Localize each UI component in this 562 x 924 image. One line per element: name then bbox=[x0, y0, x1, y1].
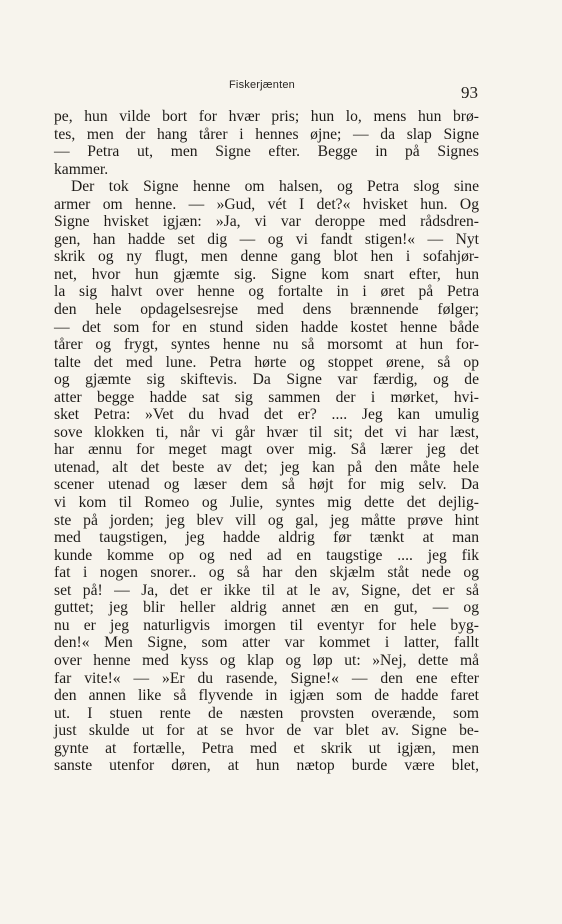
text-line: armer om henne. — »Gud, vét I det?« hvisket hun. Og bbox=[54, 195, 479, 213]
text-line: tes, men der hang tårer i hennes øjne; — da slap Signe bbox=[54, 125, 479, 143]
text-line: over henne med kyss og klap og løp ut: »Nej, dette må bbox=[54, 651, 479, 669]
text-line: den annen like så flyvende in igjæn som de hadde faret bbox=[54, 687, 479, 705]
text-line: net, hvor hun gjæmte sig. Signe kom snart efter, hun bbox=[54, 265, 479, 283]
text-line: pe, hun vilde bort for hvær pris; hun lo, mens hun brø- bbox=[54, 108, 479, 125]
text-line: Der tok Signe henne om halsen, og Petra slog sine bbox=[71, 178, 479, 196]
text-line: sanste utenfor døren, at hun nætop burde være blet, bbox=[54, 757, 479, 775]
text-line: Signe hvisket igjæn: »Ja, vi var deroppe med rådsdren- bbox=[54, 213, 479, 231]
text-line: talte det med lune. Petra hørte og stoppet ørene, så op bbox=[54, 353, 479, 371]
text-line: nu er jeg naturligvis imorgen til eventyr for hele byg- bbox=[54, 616, 479, 634]
text-line: — det som for en stund siden hadde kostet henne både bbox=[54, 318, 479, 336]
text-line: fat i nogen snorer.. og så har den skjælm ståt nede og bbox=[54, 564, 479, 582]
text-line: guttet; jeg blir heller aldrig annet æn en gut, — og bbox=[54, 599, 479, 617]
text-line: gen, han hadde set dig — og vi fandt stigen!« — Nyt bbox=[54, 230, 479, 248]
text-line: sket Petra: »Vet du hvad det er? .... Jeg kan umulig bbox=[54, 406, 479, 424]
text-line: ut. I stuen rente de næsten provsten overænde, som bbox=[54, 704, 479, 722]
text-line: den hele opdagelsesrejse med dens brænnende følger; bbox=[54, 301, 479, 319]
text-line: far vite!« — »Er du rasende, Signe!« — den ene efter bbox=[54, 669, 479, 687]
text-line: utenad, alt det beste av det; jeg kan på den måte hele bbox=[54, 458, 479, 476]
text-line: og gjæmte sig skiftevis. Da Signe var færdig, og de bbox=[54, 371, 479, 389]
text-line: har ænnu for meget magt over mig. Så lærer jeg det bbox=[54, 441, 479, 459]
running-title: Fiskerjænten bbox=[229, 79, 295, 91]
text-line: den!« Men Signe, som atter var kommet i latter, fallt bbox=[54, 634, 479, 652]
text-line: ste på jorden; jeg blev vill og gal, jeg måtte prøve hint bbox=[54, 511, 479, 529]
text-line: scener utenad og læser dem så højt for mig selv. Da bbox=[54, 476, 479, 494]
text-line: kunde komme op og ned ad en taugstige .... jeg fik bbox=[54, 546, 479, 564]
text-line: just skulde ut for at se hvor de var blet av. Signe be- bbox=[54, 722, 479, 740]
body-text bbox=[54, 108, 479, 775]
text-line: med taugstigen, jeg hadde aldrig før tænkt at man bbox=[54, 529, 479, 547]
text-line: — Petra ut, men Signe efter. Begge in på Signes bbox=[54, 143, 479, 161]
text-line: la sig halvt over henne og fortalte in i øret på Petra bbox=[54, 283, 479, 301]
text-line: vi kom til Romeo og Julie, syntes mig dette det dejlig- bbox=[54, 494, 479, 512]
text-line: kammer. bbox=[54, 160, 109, 178]
page-number: 93 bbox=[461, 83, 478, 102]
text-line: tårer og frygt, syntes henne nu så morsomt at hun for- bbox=[54, 336, 479, 354]
text-line: sove klokken ti, når vi går hvær til sit; det vi har læst, bbox=[54, 423, 479, 441]
text-line: skrik og ny flugt, men denne gang blot hen i sofahjør- bbox=[54, 248, 479, 266]
text-line: set på! — Ja, det er ikke til at le av, Signe, det er så bbox=[54, 581, 479, 599]
text-line: gynte at fortælle, Petra med et skrik ut igjæn, men bbox=[54, 739, 479, 757]
text-line: atter begge hadde sat sig sammen der i mørket, hvi- bbox=[54, 388, 479, 406]
page-header bbox=[54, 78, 479, 102]
